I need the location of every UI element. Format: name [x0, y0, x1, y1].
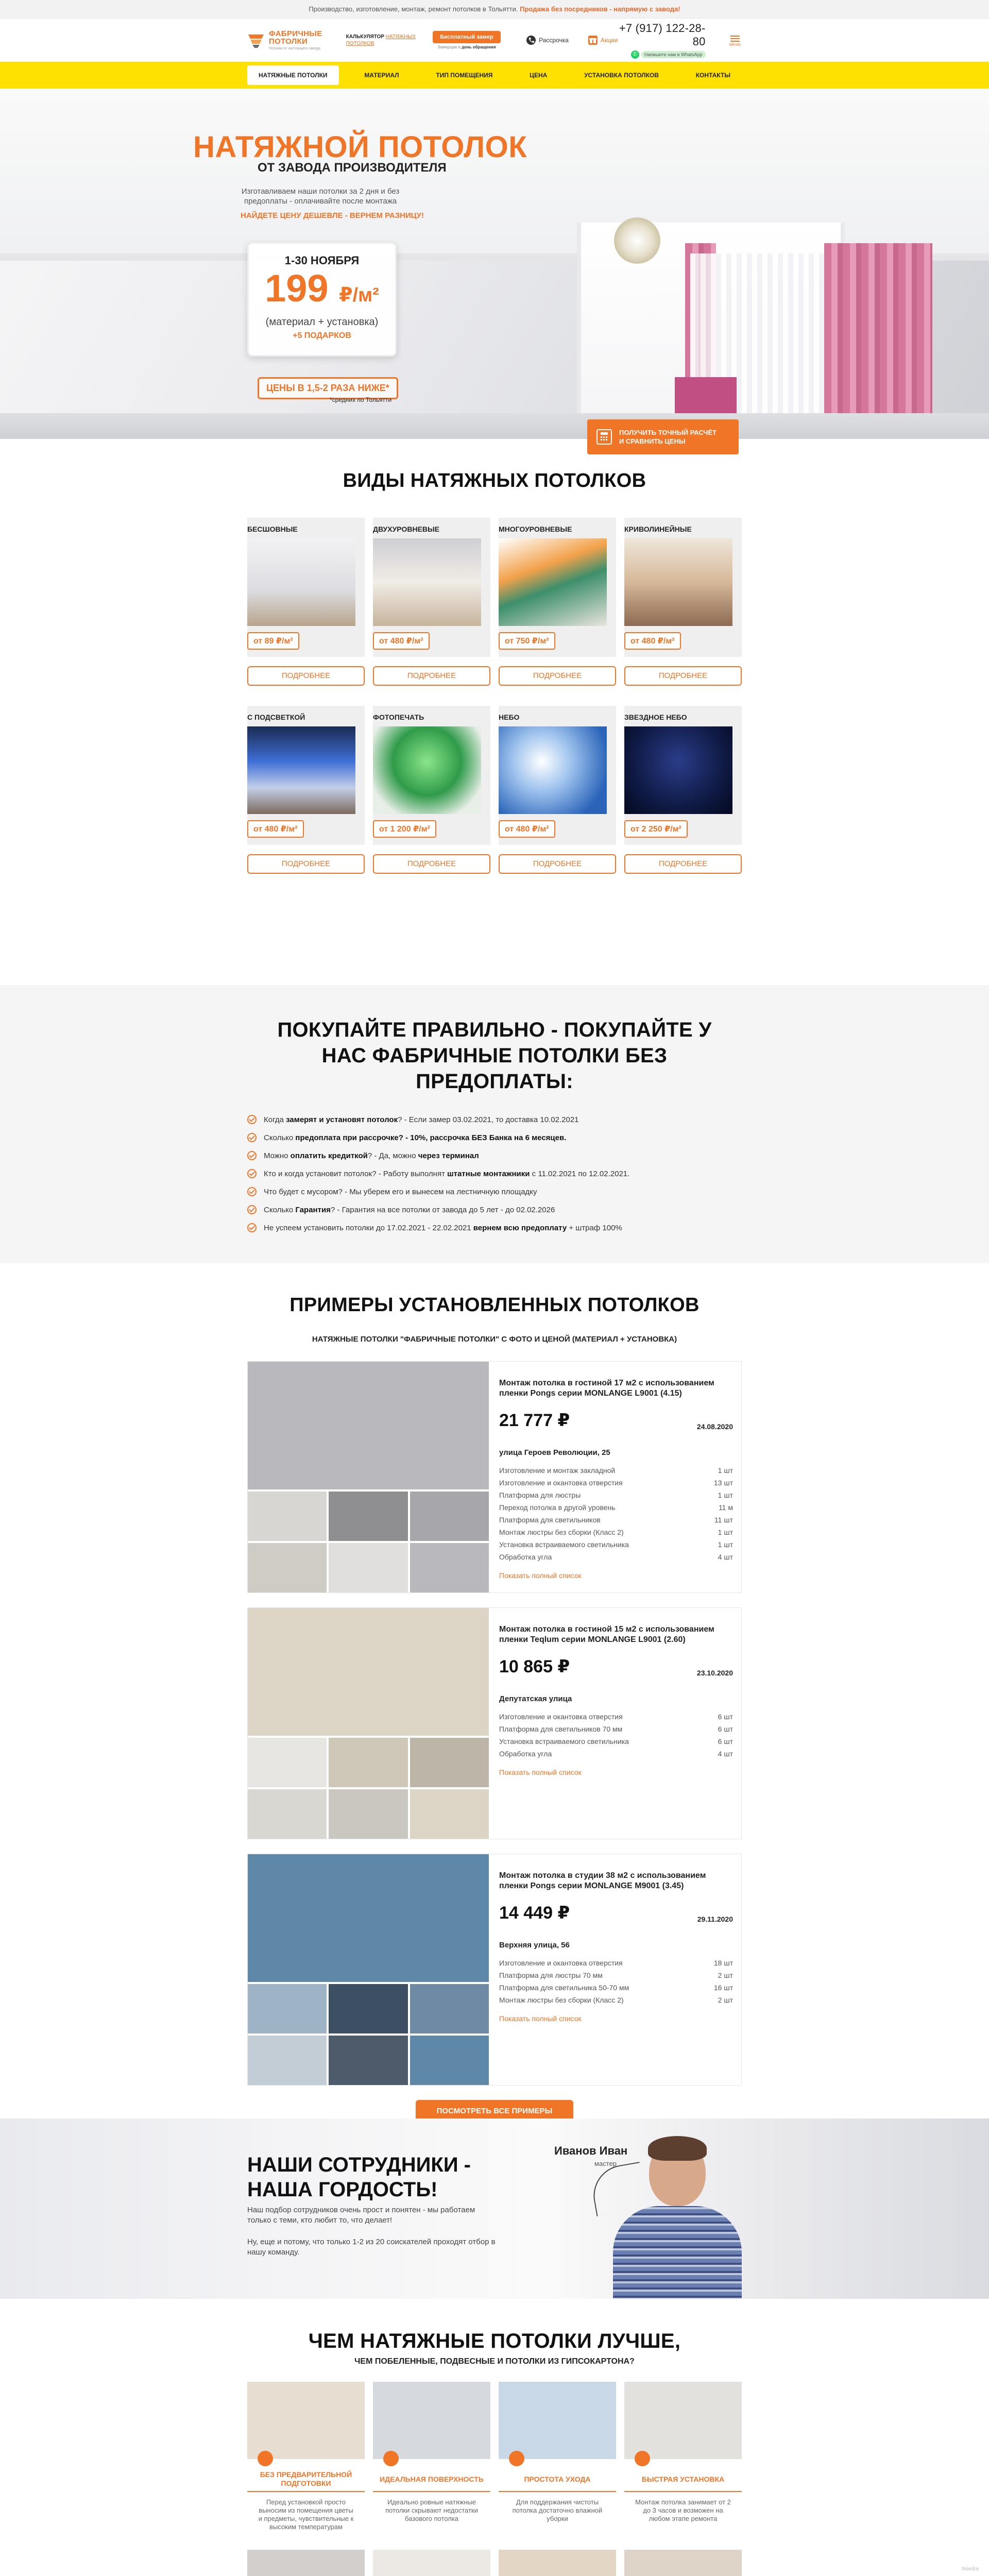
- site-header: [0, 19, 989, 62]
- hero-description: Изготавливаем наши потолки за 2 дня и без предоплаты - оплачивайте после монтажа: [241, 187, 400, 206]
- advantages-grid: [247, 2382, 742, 2576]
- example-line-qty: 6 шт: [718, 1713, 733, 1721]
- example-address: улица Героев Революции, 25: [499, 1448, 610, 1457]
- example-line-name: Обработка угла: [499, 1553, 552, 1561]
- example-price-row: [499, 1410, 733, 1431]
- example-card: [247, 1607, 742, 1839]
- advantage-title: ИДЕАЛЬНАЯ ПОВЕРХНОСТЬ: [373, 2470, 490, 2492]
- staff-name: Иванов Иван: [554, 2144, 628, 2157]
- pay-item-text: [264, 1206, 555, 1214]
- example-photo[interactable]: [329, 2036, 407, 2085]
- example-info: [489, 1608, 741, 1839]
- examples-list: [247, 1361, 742, 2086]
- pay-item-text: [264, 1115, 579, 1124]
- example-price-row: [499, 1656, 733, 1677]
- example-photo[interactable]: [248, 1362, 489, 1489]
- pay-item-text: [264, 1151, 479, 1160]
- watermark: Noedra: [962, 2566, 979, 2572]
- hamburger-icon-line: [730, 38, 740, 39]
- example-line: [499, 1723, 733, 1735]
- ceiling-types-section: [0, 439, 989, 985]
- hero-subtitle: ОТ ЗАВОДА ПРОИЗВОДИТЕЛЯ: [258, 161, 447, 175]
- staff-section: [0, 2119, 989, 2299]
- advantage-image: [624, 2550, 742, 2576]
- type-card-more-button[interactable]: ПОДРОБНЕЕ: [499, 666, 616, 686]
- menu-label: МЕНЮ: [729, 43, 741, 47]
- examples-title: ПРИМЕРЫ УСТАНОВЛЕННЫХ ПОТОЛКОВ: [289, 1294, 700, 1316]
- advantages-title: ЧЕМ НАТЯЖНЫЕ ПОТОЛКИ ЛУЧШЕ,: [308, 2330, 681, 2352]
- pay-item-bold: вернем всю предоплату: [473, 1223, 567, 1232]
- staff-photo-body: [613, 2206, 742, 2299]
- nav-room-type[interactable]: ТИП ПОМЕЩЕНИЯ: [436, 72, 493, 79]
- advantage-card: [247, 2382, 365, 2531]
- pay-item-part: ? - Если замер 03.02.2021, то доставка 10.02.2021: [398, 1115, 579, 1124]
- advantage-desc: Перед установкой просто выносим из помещения цветы и предметы, чувствительные к высоким температурам: [258, 2498, 354, 2531]
- price-unit: ₽/м²: [339, 284, 379, 306]
- type-card-name: С ПОДСВЕТКОЙ: [247, 713, 305, 721]
- pay-section: [0, 985, 989, 1263]
- example-line-name: Монтаж люстры без сборки (Класс 2): [499, 1996, 624, 2004]
- installment-link[interactable]: [526, 36, 569, 45]
- pay-item-bold: Гарантия: [295, 1205, 331, 1214]
- type-card-name: КРИВОЛИНЕЙНЫЕ: [624, 525, 692, 533]
- example-line: [499, 1464, 733, 1477]
- pay-item-part: с 11.02.2021 по 12.02.2021.: [530, 1169, 630, 1178]
- main-nav: [0, 62, 989, 89]
- example-photo[interactable]: [248, 1543, 327, 1592]
- whatsapp-label: Напишите нам в WhatsApp: [641, 51, 706, 58]
- type-card-image[interactable]: [373, 538, 481, 626]
- advantage-title: ПРОСТОТА УХОДА: [499, 2470, 616, 2492]
- type-card-name: ЗВЕЗДНОЕ НЕБО: [624, 713, 687, 721]
- types-grid: [247, 518, 742, 878]
- advantage-card: [373, 2382, 490, 2531]
- hero-price-box: [247, 242, 397, 357]
- free-measure-note-1: Замерщик в: [437, 45, 461, 49]
- example-line-name: Изготовление и окантовка отверстия: [499, 1959, 623, 1967]
- example-line-name: Изготовление и окантовка отверстия: [499, 1479, 623, 1487]
- price-material: (материал + установка): [265, 316, 379, 328]
- example-line-qty: 13 шт: [713, 1479, 733, 1487]
- advantage-card: [499, 2382, 616, 2531]
- announcement-accent: Продажа без посредников - напрямую с завода!: [520, 5, 680, 13]
- example-photo[interactable]: [248, 1738, 327, 1787]
- hamburger-icon: [730, 36, 740, 37]
- example-show-more-link[interactable]: Показать полный список: [499, 1571, 582, 1580]
- type-card-price: от 750 ₽/м²: [499, 632, 555, 650]
- pay-item-text: [264, 1133, 566, 1142]
- example-line-qty: 18 шт: [713, 1959, 733, 1967]
- advantage-icon: [383, 2451, 399, 2466]
- example-date: 24.08.2020: [696, 1422, 733, 1431]
- example-photo[interactable]: [248, 1492, 327, 1541]
- advantage-desc: Идеально ровные натяжные потолки скрывают недостатки базового потолка: [385, 2498, 478, 2522]
- pay-item: [247, 1151, 742, 1160]
- type-card: [624, 706, 742, 878]
- example-show-more-link[interactable]: Показать полный список: [499, 1768, 582, 1776]
- example-line-qty: 16 шт: [713, 1984, 733, 1992]
- example-line: [499, 1748, 733, 1760]
- example-works-list: [499, 1464, 733, 1563]
- hero-section: [0, 89, 989, 439]
- example-line: [499, 1735, 733, 1748]
- example-line-qty: 6 шт: [718, 1725, 733, 1733]
- staff-photo-hair: [648, 2136, 707, 2161]
- examples-subtitle: НАТЯЖНЫЕ ПОТОЛКИ "ФАБРИЧНЫЕ ПОТОЛКИ" С ФОТО И ЦЕНОЙ (МАТЕРИАЛ + УСТАНОВКА): [312, 1335, 677, 1344]
- pay-title-line-1: ПОКУПАЙТЕ ПРАВИЛЬНО - ПОКУПАЙТЕ У: [277, 1019, 712, 1041]
- free-measure-button[interactable]: Бесплатный замер: [433, 31, 501, 43]
- calculator-anchor[interactable]: НАТЯЖНЫХ ПОТОЛКОВ: [346, 34, 416, 46]
- example-line-qty: 11 м: [718, 1503, 733, 1512]
- nav-stretch-ceilings[interactable]: НАТЯЖНЫЕ ПОТОЛКИ: [247, 65, 339, 85]
- hero-chandelier: [614, 217, 660, 264]
- example-gallery: [248, 1362, 489, 1592]
- example-line-name: Монтаж люстры без сборки (Класс 2): [499, 1528, 624, 1536]
- example-works-list: [499, 1710, 733, 1760]
- promo-label: Акции: [600, 37, 618, 44]
- advantages-section: [0, 2299, 989, 2576]
- all-examples-button[interactable]: ПОСМОТРЕТЬ ВСЕ ПРИМЕРЫ: [416, 2100, 573, 2123]
- logo-title-2: ПОТОЛКИ: [269, 37, 308, 46]
- example-line-name: Платформа для светильников 70 мм: [499, 1725, 623, 1733]
- example-photo[interactable]: [329, 1492, 407, 1541]
- check-icon: [247, 1151, 257, 1160]
- example-line-qty: 4 шт: [718, 1553, 733, 1561]
- example-line-name: Установка встраиваемого светильника: [499, 1540, 629, 1549]
- hamburger-icon-line: [730, 41, 740, 42]
- example-card: [247, 1361, 742, 1593]
- example-line: [499, 1514, 733, 1526]
- type-card: [499, 518, 616, 690]
- example-photo[interactable]: [329, 1789, 407, 1839]
- example-photo[interactable]: [410, 1738, 489, 1787]
- logo[interactable]: [247, 30, 322, 50]
- advantage-image: [373, 2550, 490, 2576]
- staff-title-line-1: НАШИ СОТРУДНИКИ -: [247, 2154, 471, 2176]
- pay-item: [247, 1133, 742, 1142]
- advantage-icon: [258, 2451, 273, 2466]
- nav-contacts[interactable]: КОНТАКТЫ: [695, 72, 730, 79]
- nav-price[interactable]: ЦЕНА: [530, 72, 548, 79]
- type-card-price: от 1 200 ₽/м²: [373, 820, 436, 838]
- example-line: [499, 1501, 733, 1514]
- price-value: [249, 267, 395, 316]
- whatsapp-icon: ✆: [631, 50, 639, 59]
- example-photo[interactable]: [410, 1789, 489, 1839]
- type-card-more-button[interactable]: ПОДРОБНЕЕ: [624, 854, 742, 874]
- pay-item: [247, 1169, 742, 1178]
- hero-price-match: НАЙДЕТЕ ЦЕНУ ДЕШЕВЛЕ - ВЕРНЕМ РАЗНИЦУ!: [241, 211, 424, 220]
- example-info: [489, 1362, 741, 1592]
- nav-material[interactable]: МАТЕРИАЛ: [364, 72, 399, 79]
- example-line-qty: 1 шт: [718, 1466, 733, 1475]
- example-line-name: Обработка угла: [499, 1750, 552, 1758]
- example-photo[interactable]: [410, 2036, 489, 2085]
- example-line-qty: 2 шт: [718, 1971, 733, 1979]
- free-measure-note: [433, 45, 501, 49]
- example-date: 23.10.2020: [696, 1669, 733, 1677]
- price-number: 199: [265, 267, 329, 310]
- example-photo[interactable]: [248, 1608, 489, 1736]
- type-card-price: от 2 250 ₽/м²: [624, 820, 688, 838]
- menu-button[interactable]: [728, 34, 742, 47]
- pay-item-part: ? - Гарантия на все потолки от завода до 5 лет - до 02.02.2026: [330, 1205, 555, 1214]
- advantage-card: [624, 2382, 742, 2531]
- type-card-image[interactable]: [247, 726, 355, 814]
- example-address: Депутатская улица: [499, 1694, 572, 1703]
- type-card-price: от 480 ₽/м²: [247, 820, 304, 838]
- type-card: [499, 706, 616, 878]
- pay-list: [247, 1115, 742, 1232]
- pay-item-part: Можно: [264, 1151, 291, 1160]
- free-measure-note-2: день обращения: [462, 45, 496, 49]
- example-line-qty: 1 шт: [718, 1491, 733, 1499]
- advantage-icon: [635, 2451, 650, 2466]
- example-line-qty: 4 шт: [718, 1750, 733, 1758]
- phone-icon: [526, 36, 536, 45]
- example-price-row: [499, 1903, 733, 1923]
- phone-block: [618, 22, 705, 59]
- type-card-name: ФОТОПЕЧАТЬ: [373, 713, 424, 721]
- example-line-name: Платформа для люстры: [499, 1491, 581, 1499]
- example-line-name: Переход потолка в другой уровень: [499, 1503, 616, 1512]
- logo-icon: [247, 31, 265, 49]
- staff-role: мастер: [594, 2160, 617, 2167]
- advantage-card: [499, 2550, 616, 2576]
- check-icon: [247, 1169, 257, 1178]
- pay-item-bold: оплатить кредиткой: [290, 1151, 368, 1160]
- example-line-qty: 1 шт: [718, 1528, 733, 1536]
- get-calc-line-1: ПОЛУЧИТЬ ТОЧНЫЙ РАСЧЁТ: [619, 429, 717, 436]
- example-line: [499, 1526, 733, 1538]
- example-line-name: Платформа для светильника 50-70 мм: [499, 1984, 629, 1992]
- example-line-qty: 2 шт: [718, 1996, 733, 2004]
- example-price: 21 777 ₽: [499, 1411, 570, 1430]
- pay-item-bold: замерят и установят потолок: [286, 1115, 398, 1124]
- get-calc-line-2: И СРАВНИТЬ ЦЕНЫ: [619, 437, 686, 445]
- pay-item: [247, 1115, 742, 1124]
- advantage-image: [499, 2550, 616, 2576]
- advantage-card: [373, 2550, 490, 2576]
- price-dates: 1-30 НОЯБРЯ: [284, 254, 360, 267]
- example-title: Монтаж потолка в гостиной 15 м2 с использованием пленки Teqlum серии MONLANGE L9001 (2.60): [499, 1625, 714, 1644]
- type-card: [624, 518, 742, 690]
- pay-title-line-3: ПРЕДОПЛАТЫ:: [416, 1070, 573, 1093]
- phone-number[interactable]: +7 (917) 122-28-80: [619, 22, 706, 48]
- cheaper-badge: ЦЕНЫ В 1,5-2 РАЗА НИЖЕ*: [258, 377, 398, 399]
- example-line-qty: 6 шт: [718, 1737, 733, 1745]
- check-icon: [247, 1187, 257, 1196]
- logo-title-1: ФАБРИЧНЫЕ: [269, 29, 322, 38]
- example-title: Монтаж потолка в студии 38 м2 с использованием пленки Pongs серии MONLANGE M9001 (3.45): [499, 1871, 706, 1890]
- type-card: [373, 706, 490, 878]
- example-line-name: Платформа для люстры 70 мм: [499, 1971, 603, 1979]
- pay-item-text: [264, 1170, 629, 1178]
- type-card: [247, 706, 365, 878]
- advantage-icon: [509, 2451, 524, 2466]
- announcement-text: Производство, изготовление, монтаж, ремонт потолков в Тольятти.: [309, 5, 518, 13]
- type-card-image[interactable]: [247, 538, 355, 626]
- advantage-image: [373, 2382, 490, 2459]
- type-card-name: МНОГОУРОВНЕВЫЕ: [499, 525, 572, 533]
- example-date: 29.11.2020: [697, 1915, 733, 1923]
- pay-item-text: [264, 1188, 537, 1196]
- type-card-name: НЕБО: [499, 713, 520, 721]
- check-icon: [247, 1133, 257, 1142]
- gift-icon: [588, 36, 598, 45]
- hero-curtain-right: [824, 243, 932, 439]
- type-card-price: от 480 ₽/м²: [499, 820, 555, 838]
- pay-item-bold: предоплата при рассрочке? - 10%, рассрочка БЕЗ Банка на 6 месяцев.: [295, 1133, 567, 1142]
- advantage-card: [247, 2550, 365, 2576]
- example-photo[interactable]: [248, 1789, 327, 1839]
- example-gallery: [248, 1854, 489, 2085]
- staff-title-line-2: НАША ГОРДОСТЬ!: [247, 2178, 438, 2201]
- example-gallery: [248, 1608, 489, 1839]
- check-icon: [247, 1115, 257, 1124]
- type-card-more-button[interactable]: ПОДРОБНЕЕ: [499, 854, 616, 874]
- example-photo[interactable]: [329, 1738, 407, 1787]
- example-line: [499, 1489, 733, 1501]
- type-card-image[interactable]: [373, 726, 481, 814]
- pay-item: [247, 1187, 742, 1196]
- pay-item-part: Когда: [264, 1115, 286, 1124]
- example-line-name: Изготовление и окантовка отверстия: [499, 1713, 623, 1721]
- example-title: Монтаж потолка в гостиной 17 м2 с использованием пленки Pongs серии MONLANGE L9001 (4.15): [499, 1379, 714, 1398]
- installment-label: Рассрочка: [539, 37, 569, 44]
- pay-item-part: Что будет с мусором? - Мы уберем его и вынесем на лестничную площадку: [264, 1187, 537, 1196]
- advantage-desc: Монтаж потолка занимает от 2 до 3 часов и возможен на любом этапе ремонта: [635, 2498, 731, 2522]
- type-card-more-button[interactable]: ПОДРОБНЕЕ: [373, 666, 490, 686]
- example-photo[interactable]: [410, 1543, 489, 1592]
- type-card-price: от 89 ₽/м²: [247, 632, 299, 650]
- free-measure: [433, 31, 501, 49]
- get-calculation-button[interactable]: [587, 419, 739, 454]
- example-price: 14 449 ₽: [499, 1903, 570, 1923]
- type-card-more-button[interactable]: ПОДРОБНЕЕ: [373, 854, 490, 874]
- hero-title: НАТЯЖНОЙ ПОТОЛОК: [193, 130, 527, 164]
- example-line: [499, 1969, 733, 1981]
- pay-item: [247, 1205, 742, 1214]
- type-card-price: от 480 ₽/м²: [373, 632, 430, 650]
- pay-item-part: + штраф 100%: [567, 1223, 622, 1232]
- example-line: [499, 1477, 733, 1489]
- type-card-more-button[interactable]: ПОДРОБНЕЕ: [247, 666, 365, 686]
- example-line-name: Платформа для светильников: [499, 1516, 601, 1524]
- type-card-image[interactable]: [499, 726, 607, 814]
- staff-paragraph-1: Наш подбор сотрудников очень прост и понятен - мы работаем только с теми, кто любит то, что делает!: [247, 2206, 475, 2225]
- example-info: [489, 1854, 741, 2085]
- example-card: [247, 1854, 742, 2086]
- whatsapp-link[interactable]: [618, 50, 705, 59]
- pay-item-part: ? - Да, можно: [367, 1151, 418, 1160]
- example-photo[interactable]: [329, 1543, 407, 1592]
- cheaper-note: *средних по Тольятти: [330, 396, 392, 403]
- pay-item-text: [264, 1224, 622, 1232]
- pay-item-part: Сколько: [264, 1133, 296, 1142]
- example-line: [499, 1957, 733, 1969]
- nav-installation[interactable]: УСТАНОВКА ПОТОЛКОВ: [584, 72, 659, 79]
- example-show-more-link[interactable]: Показать полный список: [499, 2014, 582, 2023]
- calculator-label: КАЛЬКУЛЯТОР: [346, 34, 384, 40]
- pay-item-bold: штатные монтажники: [447, 1169, 530, 1178]
- advantage-desc: Для поддержания чистоты потолка достаточно влажной уборки: [512, 2498, 603, 2522]
- pay-item: [247, 1223, 742, 1232]
- advantage-card: [624, 2550, 742, 2576]
- example-photo[interactable]: [410, 1984, 489, 2033]
- advantage-image: [247, 2382, 365, 2459]
- pay-item-part: Кто и когда установит потолок? - Работу выполнят: [264, 1169, 448, 1178]
- example-photo[interactable]: [248, 2036, 327, 2085]
- type-card: [247, 518, 365, 690]
- pay-title: [0, 1017, 989, 1094]
- calculator-icon: [596, 429, 612, 445]
- type-card-more-button[interactable]: ПОДРОБНЕЕ: [247, 854, 365, 874]
- example-line: [499, 1994, 733, 2006]
- staff-photo: [608, 2129, 742, 2299]
- hero-painting: [675, 377, 737, 418]
- logo-subtitle: Потолки от настоящего завода: [269, 47, 320, 50]
- pay-title-line-2: НАС ФАБРИЧНЫЕ ПОТОЛКИ БЕЗ: [321, 1044, 668, 1067]
- check-icon: [247, 1223, 257, 1232]
- advantage-image: [247, 2550, 365, 2576]
- type-card-image[interactable]: [499, 538, 607, 626]
- type-card-name: ДВУХУРОВНЕВЫЕ: [373, 525, 440, 533]
- example-line: [499, 1710, 733, 1723]
- example-line: [499, 1551, 733, 1563]
- example-photo[interactable]: [248, 1984, 327, 2033]
- hero-floor: [0, 413, 989, 439]
- type-card-name: БЕСШОВНЫЕ: [247, 525, 298, 533]
- pay-item-part: Сколько: [264, 1205, 296, 1214]
- types-title: ВИДЫ НАТЯЖНЫХ ПОТОЛКОВ: [343, 470, 646, 492]
- calculator-link[interactable]: [346, 33, 423, 47]
- check-icon: [247, 1205, 257, 1214]
- type-card-price: от 480 ₽/м²: [624, 632, 681, 650]
- type-card-more-button[interactable]: ПОДРОБНЕЕ: [624, 666, 742, 686]
- promo-link[interactable]: [588, 36, 618, 45]
- advantage-title: БЕЗ ПРЕДВАРИТЕЛЬНОЙ ПОДГОТОВКИ: [247, 2470, 365, 2492]
- example-photo[interactable]: [248, 1854, 489, 1982]
- pay-item-part: Не успеем установить потолки до 17.02.2021 - 22.02.2021: [264, 1223, 473, 1232]
- example-line-name: Установка встраиваемого светильника: [499, 1737, 629, 1745]
- advantage-image: [624, 2382, 742, 2459]
- advantage-title: БЫСТРАЯ УСТАНОВКА: [624, 2470, 742, 2492]
- staff-title: [247, 2153, 471, 2202]
- example-line: [499, 1981, 733, 1994]
- example-address: Верхняя улица, 56: [499, 1941, 570, 1950]
- example-photo[interactable]: [410, 1492, 489, 1541]
- example-line-qty: 1 шт: [718, 1540, 733, 1549]
- type-card-image[interactable]: [624, 726, 732, 814]
- example-line-qty: 11 шт: [714, 1516, 733, 1524]
- type-card-image[interactable]: [624, 538, 732, 626]
- staff-paragraph-2: Ну, еще и потому, что только 1-2 из 20 соискателей проходят отбор в нашу команду.: [247, 2238, 496, 2257]
- example-photo[interactable]: [329, 1984, 407, 2033]
- example-line-name: Изготовление и монтаж закладной: [499, 1466, 616, 1475]
- advantage-image: [499, 2382, 616, 2459]
- example-works-list: [499, 1957, 733, 2006]
- advantages-subtitle: ЧЕМ ПОБЕЛЕННЫЕ, ПОДВЕСНЫЕ И ПОТОЛКИ ИЗ ГИПСОКАРТОНА?: [354, 2357, 635, 2366]
- top-announcement: [0, 0, 989, 19]
- pay-item-terminal: через терминал: [418, 1151, 479, 1160]
- type-card: [373, 518, 490, 690]
- price-gifts: +5 ПОДАРКОВ: [293, 331, 351, 340]
- example-price: 10 865 ₽: [499, 1657, 570, 1676]
- examples-section: [0, 1263, 989, 2119]
- example-line: [499, 1538, 733, 1551]
